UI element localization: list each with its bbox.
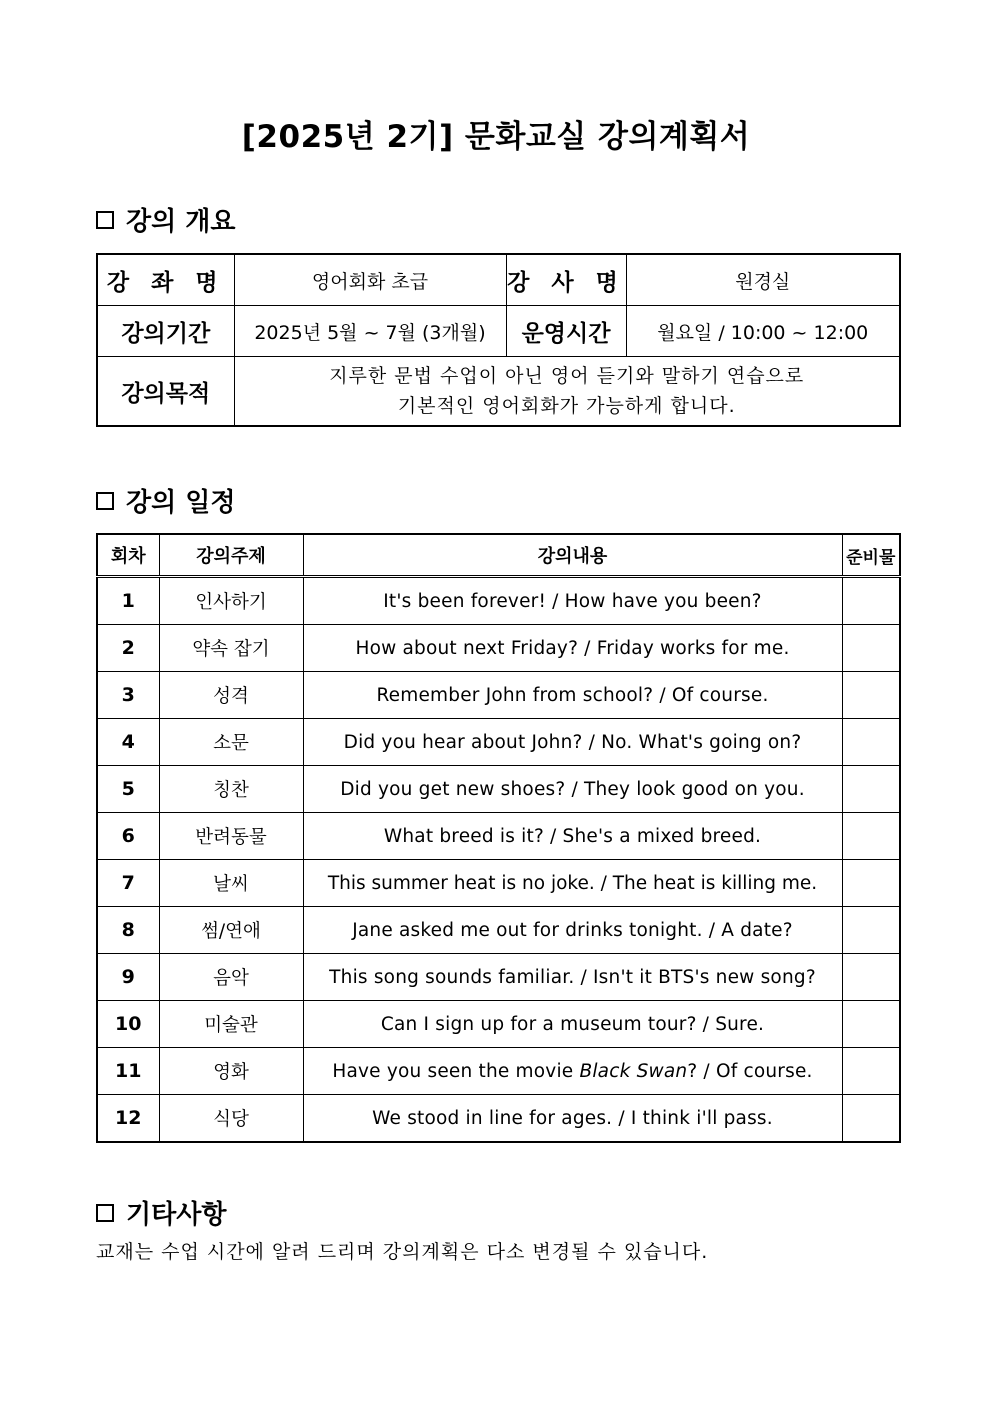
table-row xyxy=(97,1095,900,1143)
session-number: 12 xyxy=(97,1095,159,1143)
notes-heading xyxy=(96,1194,226,1231)
table-row xyxy=(97,577,900,625)
hours-label: 운영시간 xyxy=(506,306,626,357)
session-content xyxy=(303,1048,842,1095)
overview-row-period xyxy=(97,306,900,357)
checkbox-icon xyxy=(96,211,114,229)
session-topic: 반려동물 xyxy=(159,813,303,860)
overview-row-course xyxy=(97,254,900,306)
movie-title: Black Swan xyxy=(579,1060,688,1082)
overview-heading-label: 강의 개요 xyxy=(126,207,236,237)
session-materials xyxy=(842,672,900,719)
session-topic: 날씨 xyxy=(159,860,303,907)
session-topic: 미술관 xyxy=(159,1001,303,1048)
session-content: This song sounds familiar. / Isn't it BTS's new song? xyxy=(303,954,842,1001)
session-materials xyxy=(842,625,900,672)
session-topic: 인사하기 xyxy=(159,577,303,625)
hours-value: 월요일 / 10:00 ~ 12:00 xyxy=(626,306,900,357)
course-name-label: 강 좌 명 xyxy=(97,254,234,306)
course-name-value: 영어회화 초급 xyxy=(234,254,506,306)
session-materials xyxy=(842,1001,900,1048)
session-number: 10 xyxy=(97,1001,159,1048)
session-number: 6 xyxy=(97,813,159,860)
table-row xyxy=(97,954,900,1001)
session-topic: 음악 xyxy=(159,954,303,1001)
purpose-line-1: 지루한 문법 수업이 아닌 영어 듣기와 말하기 연습으로 xyxy=(329,365,805,387)
table-row xyxy=(97,672,900,719)
session-content: What breed is it? / She's a mixed breed. xyxy=(303,813,842,860)
session-materials xyxy=(842,719,900,766)
table-row xyxy=(97,766,900,813)
session-topic: 썸/연애 xyxy=(159,907,303,954)
table-row xyxy=(97,625,900,672)
session-number: 2 xyxy=(97,625,159,672)
session-materials xyxy=(842,860,900,907)
session-content: Can I sign up for a museum tour? / Sure. xyxy=(303,1001,842,1048)
header-materials: 준비물 xyxy=(842,534,900,577)
session-topic: 소문 xyxy=(159,719,303,766)
session-topic: 칭찬 xyxy=(159,766,303,813)
session-content: Did you hear about John? / No. What's going on? xyxy=(303,719,842,766)
instructor-value: 원경실 xyxy=(626,254,900,306)
session-content: We stood in line for ages. / I think i'll pass. xyxy=(303,1095,842,1143)
checkbox-icon xyxy=(96,1204,114,1222)
session-content: It's been forever! / How have you been? xyxy=(303,577,842,625)
session-materials xyxy=(842,954,900,1001)
session-number: 9 xyxy=(97,954,159,1001)
notes-heading-label: 기타사항 xyxy=(126,1200,227,1230)
session-topic: 성격 xyxy=(159,672,303,719)
session-content: Did you get new shoes? / They look good on you. xyxy=(303,766,842,813)
page-title: [2025년 2기] 문화교실 강의계획서 xyxy=(241,119,751,155)
overview-row-purpose xyxy=(97,357,900,427)
instructor-label: 강 사 명 xyxy=(506,254,626,306)
session-materials xyxy=(842,907,900,954)
schedule-heading xyxy=(96,482,236,519)
period-label: 강의기간 xyxy=(97,306,234,357)
session-topic: 식당 xyxy=(159,1095,303,1143)
session-materials xyxy=(842,1095,900,1143)
content-text-after: ? / Of course. xyxy=(687,1060,813,1082)
table-row xyxy=(97,1048,900,1095)
session-number: 11 xyxy=(97,1048,159,1095)
table-row xyxy=(97,1001,900,1048)
schedule-heading-label: 강의 일정 xyxy=(126,488,236,518)
checkbox-icon xyxy=(96,492,114,510)
session-number: 5 xyxy=(97,766,159,813)
table-row xyxy=(97,813,900,860)
table-row xyxy=(97,907,900,954)
session-materials xyxy=(842,577,900,625)
session-number: 8 xyxy=(97,907,159,954)
purpose-line-2: 기본적인 영어회화가 가능하게 합니다. xyxy=(397,395,736,417)
header-session: 회차 xyxy=(97,534,159,577)
session-materials xyxy=(842,813,900,860)
notes-text: 교재는 수업 시간에 알려 드리며 강의계획은 다소 변경될 수 있습니다. xyxy=(96,1241,709,1263)
session-content: Remember John from school? / Of course. xyxy=(303,672,842,719)
header-content: 강의내용 xyxy=(303,534,842,577)
table-row xyxy=(97,719,900,766)
purpose-label: 강의목적 xyxy=(97,357,234,427)
overview-table xyxy=(96,253,901,427)
session-number: 3 xyxy=(97,672,159,719)
session-materials xyxy=(842,1048,900,1095)
session-number: 7 xyxy=(97,860,159,907)
overview-heading xyxy=(96,201,236,238)
schedule-table xyxy=(96,533,901,1143)
content-text-before: Have you seen the movie xyxy=(332,1060,580,1082)
purpose-value xyxy=(234,357,900,427)
session-materials xyxy=(842,766,900,813)
period-value: 2025년 5월 ~ 7월 (3개월) xyxy=(234,306,506,357)
session-content: Jane asked me out for drinks tonight. / A date? xyxy=(303,907,842,954)
session-number: 1 xyxy=(97,577,159,625)
table-row xyxy=(97,860,900,907)
session-topic: 영화 xyxy=(159,1048,303,1095)
session-topic: 약속 잡기 xyxy=(159,625,303,672)
session-content: How about next Friday? / Friday works for me. xyxy=(303,625,842,672)
schedule-header-row xyxy=(97,534,900,577)
header-topic: 강의주제 xyxy=(159,534,303,577)
session-number: 4 xyxy=(97,719,159,766)
session-content: This summer heat is no joke. / The heat is killing me. xyxy=(303,860,842,907)
